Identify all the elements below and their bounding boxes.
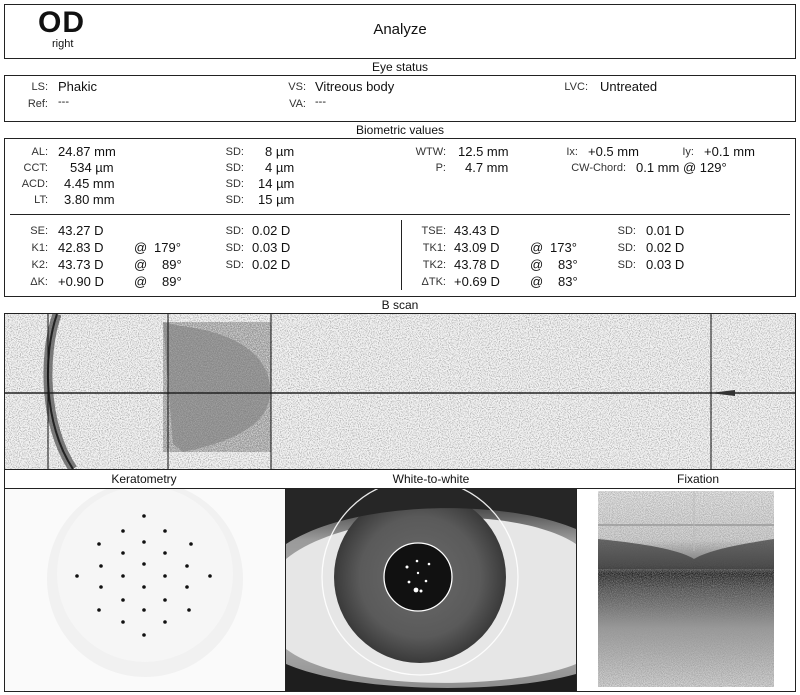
al-label: AL: <box>31 146 48 158</box>
bscan-bottom-border <box>4 469 796 470</box>
white-to-white-title: White-to-white <box>392 472 470 486</box>
dtk-value: +0.69 D <box>454 274 500 289</box>
tk1-label: TK1: <box>422 242 446 254</box>
dtk-at: @ <box>530 274 544 289</box>
eye-status-header: Eye status <box>4 58 796 76</box>
white-to-white-image <box>286 489 576 691</box>
vs-value: Vitreous body <box>315 79 395 94</box>
cct-label: CCT: <box>23 162 48 174</box>
iy-value: +0.1 mm <box>704 144 755 159</box>
ls-value: Phakic <box>58 79 98 94</box>
acd-sd-label: SD: <box>225 178 244 190</box>
k2-axis: 89° <box>162 257 182 272</box>
k2-sd-label: SD: <box>225 259 244 271</box>
page-title: Analyze <box>373 21 427 38</box>
ref-value: --- <box>58 96 69 108</box>
k2-sd-value: 0.02 D <box>252 257 291 272</box>
ix-label: Ix: <box>566 146 578 158</box>
se-sd-value: 0.02 D <box>252 223 291 238</box>
k2-at: @ <box>134 257 148 272</box>
tse-value: 43.43 D <box>454 223 500 238</box>
tse-label: TSE: <box>421 225 446 237</box>
lt-value: 3.80 mm <box>64 192 115 207</box>
biometric-header: Biometric values <box>4 121 796 139</box>
va-value: --- <box>315 96 326 108</box>
lt-sd-label: SD: <box>225 194 244 206</box>
ix-value: +0.5 mm <box>588 144 639 159</box>
dk-value: +0.90 D <box>58 274 104 289</box>
tk2-value: 43.78 D <box>454 257 500 272</box>
cw-chord-value: 0.1 mm @ 129° <box>636 160 727 175</box>
dtk-label: ΔTK: <box>421 276 446 288</box>
iy-label: Iy: <box>682 146 694 158</box>
dk-label: ΔK: <box>30 276 48 288</box>
panel-separator-2 <box>576 489 577 692</box>
panel-separator-1 <box>285 489 286 692</box>
bscan-image <box>5 314 795 469</box>
bscan-header: B scan <box>4 296 796 314</box>
acd-value: 4.45 mm <box>64 176 115 191</box>
lvc-label: LVC: <box>564 81 588 93</box>
k1-at: @ <box>134 240 148 255</box>
k1-label: K1: <box>31 242 48 254</box>
acd-label: ACD: <box>21 178 48 190</box>
tk2-sd-value: 0.03 D <box>646 257 685 272</box>
k2-label: K2: <box>31 259 48 271</box>
k2-value: 43.73 D <box>58 257 104 272</box>
tse-sd-value: 0.01 D <box>646 223 685 238</box>
lt-label: LT: <box>34 194 48 206</box>
lvc-value: Untreated <box>600 79 658 94</box>
eye-label: OD <box>38 6 85 39</box>
tk2-axis: 83° <box>558 257 578 272</box>
k1-value: 42.83 D <box>58 240 104 255</box>
eye-side-label: right <box>52 38 74 50</box>
tk1-at: @ <box>530 240 544 255</box>
fixation-image <box>598 491 774 687</box>
tk2-at: @ <box>530 257 544 272</box>
al-value: 24.87 mm <box>58 144 116 159</box>
se-label: SE: <box>30 225 48 237</box>
al-sd-label: SD: <box>225 146 244 158</box>
wtw-label: WTW: <box>415 146 446 158</box>
cct-sd-label: SD: <box>225 162 244 174</box>
keratometry-column-divider <box>401 220 402 290</box>
dk-axis: 89° <box>162 274 182 289</box>
biometric-divider <box>10 214 790 215</box>
tk1-sd-label: SD: <box>617 242 636 254</box>
se-sd-label: SD: <box>225 225 244 237</box>
dk-at: @ <box>134 274 148 289</box>
se-value: 43.27 D <box>58 223 104 238</box>
tk1-value: 43.09 D <box>454 240 500 255</box>
tse-sd-label: SD: <box>617 225 636 237</box>
tk2-sd-label: SD: <box>617 259 636 271</box>
lt-sd-value: 15 µm <box>258 192 295 207</box>
p-label: P: <box>435 162 446 174</box>
cct-value: 534 µm <box>70 160 114 175</box>
keratometry-image <box>5 489 285 691</box>
k1-sd-label: SD: <box>225 242 244 254</box>
vs-label: VS: <box>288 81 306 93</box>
va-label: VA: <box>289 98 306 110</box>
fixation-title: Fixation <box>676 472 720 486</box>
tk1-sd-value: 0.02 D <box>646 240 685 255</box>
dtk-axis: 83° <box>558 274 578 289</box>
tk1-axis: 173° <box>550 240 577 255</box>
p-value: 4.7 mm <box>465 160 509 175</box>
cct-sd-value: 4 µm <box>265 160 295 175</box>
cw-chord-label: CW-Chord: <box>571 162 626 174</box>
keratometry-title: Keratometry <box>111 472 177 486</box>
ls-label: LS: <box>31 81 48 93</box>
tk2-label: TK2: <box>422 259 446 271</box>
wtw-value: 12.5 mm <box>458 144 509 159</box>
ref-label: Ref: <box>27 98 48 110</box>
k1-sd-value: 0.03 D <box>252 240 291 255</box>
k1-axis: 179° <box>154 240 181 255</box>
acd-sd-value: 14 µm <box>258 176 295 191</box>
al-sd-value: 8 µm <box>265 144 295 159</box>
